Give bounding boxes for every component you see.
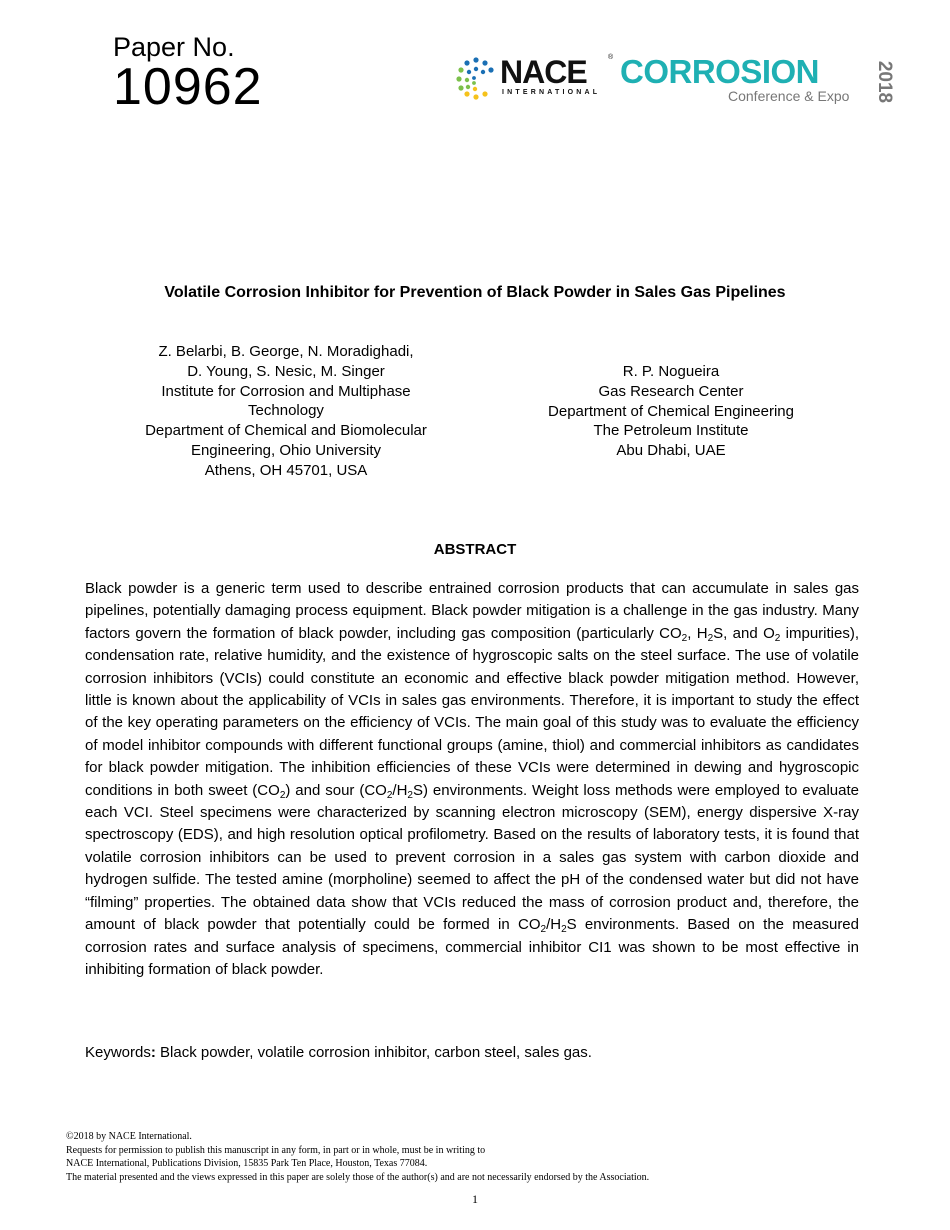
address-line: Athens, OH 45701, USA [204, 461, 368, 479]
copyright-notice [66, 1130, 649, 1184]
subscript: 2 [707, 632, 714, 644]
abstract-text [85, 578, 859, 981]
subscript: 2 [279, 789, 286, 801]
affiliation-line: Engineering, Ohio University [190, 441, 382, 459]
subscript: 2 [681, 632, 688, 644]
abstract-segment: impurities), condensation rate, relative humidity, and the existence of hygroscopic salts on the steel surface. The use of volatile corrosion inhibitors (VCIs) could constitute an economic and effective black powder mitigation method. However, little is known about the applicability of VCIs in sales gas environments. Therefore, it is important to study the effect of the key operating parameters on the efficiency of VCIs. The main goal of this study was to evaluate the efficiency of model inhibitor compounds with different functional groups (amine, thiol) and commercial inhibitors as candidates for black powder mitigation. The inhibition efficiencies of these VCIs were determined in dewing and hygroscopic conditions in both sweet (CO [85, 624, 859, 799]
affiliation-line: The Petroleum Institute [593, 422, 749, 440]
address-line: Abu Dhabi, UAE [616, 442, 726, 460]
authors-ohio [106, 342, 466, 481]
nace-globe-icon [452, 54, 500, 102]
keywords-colon: : [150, 1044, 156, 1061]
copyright-line: NACE International, Publications Division, 15835 Park Ten Place, Houston, Texas 77084. [66, 1158, 428, 1170]
abstract-segment: /H [392, 781, 408, 799]
copyright-line: ©2018 by NACE International. [66, 1131, 192, 1142]
paper-number: 10962 [113, 58, 263, 116]
keywords-label: Keywords [85, 1044, 151, 1061]
affiliation-line: Department of Chemical and Biomolecular [145, 422, 427, 440]
conference-expo-text: Conference & Expo [728, 88, 850, 104]
keywords-text: Black powder, volatile corrosion inhibitor, carbon steel, sales gas. [155, 1044, 592, 1061]
author-line: R. P. Nogueira [622, 363, 720, 380]
conference-year [874, 56, 895, 108]
page-number: 1 [472, 1192, 478, 1206]
affiliation-line: Technology [248, 402, 324, 420]
abstract-heading: ABSTRACT [433, 541, 517, 558]
subscript: 2 [774, 632, 781, 644]
affiliation-line: Institute for Corrosion and Multiphase [161, 382, 411, 400]
abstract-segment: Black powder is a generic term used to describe entrained corrosion products that can accumulate in sales gas pipelines, potentially damaging process equipment. Black powder mitigation is a challenge in the gas industry. Many factors govern the formation of black powder, including gas composition (particularly CO [85, 580, 859, 642]
abstract-segment: S, and O [713, 624, 775, 642]
subscript: 2 [386, 789, 393, 801]
paper-title: Volatile Corrosion Inhibitor for Prevention of Black Powder in Sales Gas Pipelines [164, 284, 786, 301]
authors-petroleum-institute [520, 362, 822, 461]
subscript: 2 [561, 924, 567, 936]
subscript: 2 [407, 789, 413, 801]
abstract-segment: ) and sour (CO [285, 781, 387, 799]
author-line: D. Young, S. Nesic, M. Singer [187, 362, 385, 380]
copyright-line: Requests for permission to publish this manuscript in any form, in part or in whole, must be in writing to [66, 1144, 486, 1156]
nace-wordmark: NACE [500, 54, 587, 90]
nace-corrosion-logo [452, 54, 897, 108]
subscript: 2 [540, 924, 547, 936]
corrosion-wordmark: CORROSION [620, 53, 820, 90]
keywords [85, 1044, 592, 1061]
affiliation-line: Department of Chemical Engineering [548, 402, 794, 420]
registered-mark: ® [608, 54, 614, 61]
copyright-line: The material presented and the views expressed in this paper are solely those of the author(s) and are not necessarily endorsed by the Association. [66, 1171, 650, 1183]
abstract-segment: , H [687, 624, 708, 642]
affiliation-line: Gas Research Center [598, 382, 744, 400]
paper-number-label: Paper No. [113, 32, 235, 62]
abstract-segment: S) environments. Weight loss methods were employed to evaluate each VCI. Steel specimens were characterized by scanning electron microscopy (SEM), energy dispersive X-ray spectroscopy (EDS), and high resolution optical profilometry. Based on the results of laboratory tests, it is found that volatile corrosion inhibitors can be used to prevent corrosion in a sales gas system with carbon dioxide and hydrogen sulfide. The tested amine (morpholine) seemed to affect the pH of the condensed water but did not have “filming” properties. The obtained data show that VCIs reduced the mass of corrosion product and, therefore, the amount of black powder that potentially could be formed in CO [85, 781, 860, 934]
abstract-segment: /H [546, 916, 562, 934]
paper-number-block [113, 32, 263, 116]
abstract-segment: S environments. Based on the measured corrosion rates and surface analysis of specimens, commercial inhibitor CI1 was shown to be most effective in inhibiting formation of black powder. [85, 916, 859, 978]
author-line: Z. Belarbi, B. George, N. Moradighadi, [158, 343, 414, 360]
conference-year-text: 2018 [874, 60, 895, 104]
nace-international-text: INTERNATIONAL [502, 89, 601, 96]
